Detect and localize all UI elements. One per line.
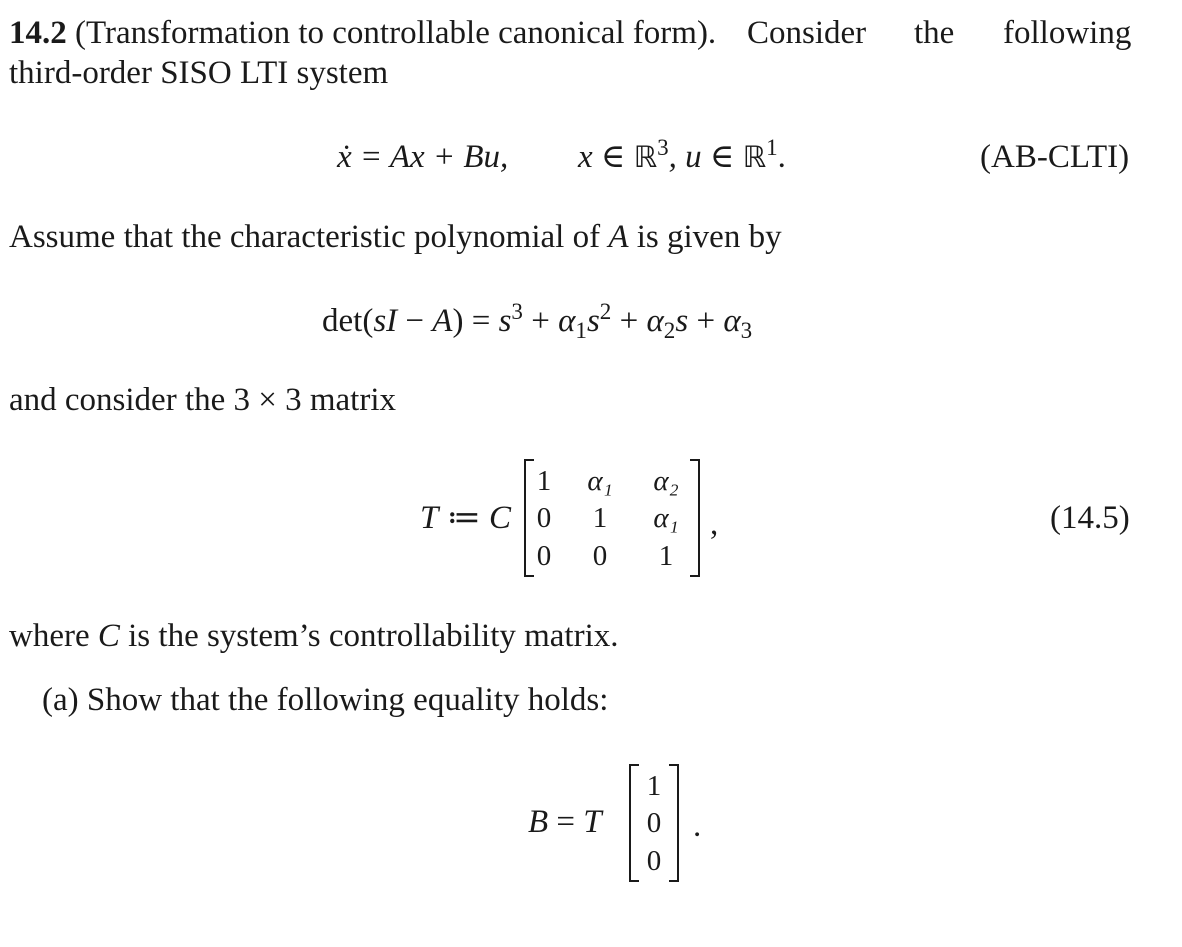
state-equation (337, 141, 508, 174)
matrix-cell: α₁ (587, 465, 613, 497)
state-domain (578, 134, 786, 175)
alpha3: α (723, 303, 741, 339)
state-derivative: ẋ (337, 139, 352, 175)
matrix-right-bracket (690, 459, 700, 577)
matrix-comma: , (710, 506, 719, 542)
alpha1: α (558, 303, 576, 339)
e2: 2 (599, 298, 612, 325)
T-symbol: T (420, 500, 439, 536)
matrix-cell: 0 (536, 540, 552, 572)
para3-var: C (97, 618, 120, 654)
A: A (432, 303, 453, 339)
para3-after: is the system’s controllability matrix. (119, 618, 619, 654)
equation-label-14-5: (14.5) (1050, 500, 1130, 536)
e3: 3 (511, 298, 523, 325)
alpha2-sub: 2 (663, 316, 676, 343)
problem-number: 14.2 (9, 15, 67, 51)
assign: ≔ (438, 500, 489, 536)
domain-sep: , u ∈ (668, 139, 743, 175)
domain-x: x ∈ (578, 139, 634, 175)
para1-var: A (608, 219, 629, 255)
eq-end: . (777, 139, 786, 175)
s2: s (586, 303, 600, 339)
T-symbol-2: T (583, 804, 602, 840)
transformation-definition (420, 502, 511, 535)
heading-word-following: following (1003, 15, 1132, 51)
reals-symbol: ℝ (633, 140, 658, 175)
part-a: (a) Show that the following equality holds: (42, 682, 609, 718)
vector-cell: 1 (646, 770, 662, 802)
transformation-matrix (524, 459, 700, 577)
problem-title: (Transformation to controllable canonical form). (75, 15, 717, 51)
matrix-cell: 1 (658, 540, 674, 572)
det: det( (322, 303, 374, 339)
C-symbol: C (488, 500, 511, 536)
exp-3: 3 (657, 134, 669, 161)
plus2: + (611, 303, 647, 339)
para1-after: is given by (628, 219, 782, 255)
problem-heading (9, 17, 716, 50)
matrix-cell: 0 (536, 502, 552, 534)
heading-line-2: third-order SISO LTI system (9, 55, 389, 91)
alpha1-sub: 1 (575, 316, 587, 343)
s3: s (675, 303, 689, 339)
vector-cell: 0 (646, 845, 662, 877)
paragraph-consider-matrix: and consider the 3 × 3 matrix (9, 382, 397, 418)
para1-before: Assume that the characteristic polynomial of (9, 219, 609, 255)
equals: = (548, 804, 584, 840)
characteristic-polynomial (322, 298, 753, 343)
vector-period: . (693, 808, 702, 844)
matrix-cell: α₂ (653, 465, 679, 497)
vector-cell: 0 (646, 807, 662, 839)
minus: − (397, 303, 433, 339)
matrix-cell: 1 (536, 465, 552, 497)
plus1: + (522, 303, 559, 339)
alpha2: α (646, 303, 664, 339)
exp-1: 1 (766, 134, 778, 161)
heading-word-consider: Consider (747, 15, 867, 51)
B-symbol: B (528, 804, 549, 840)
state-equation-rhs: = Ax + Bu, (359, 139, 509, 175)
s: s (498, 303, 512, 339)
equation-label-ab-clti: (AB-CLTI) (980, 139, 1130, 175)
matrix-cell: 1 (592, 502, 608, 534)
heading-word-the: the (914, 15, 955, 51)
matrix-cell: 0 (592, 540, 608, 572)
b-equality (528, 806, 602, 839)
unit-vector (629, 764, 679, 882)
plus3: + (688, 303, 724, 339)
matrix-cell: α₁ (653, 502, 679, 534)
reals-symbol: ℝ (742, 140, 767, 175)
sI: sI (373, 303, 398, 339)
para3-before: where (9, 618, 98, 654)
paragraph-where (9, 620, 619, 653)
close: ) = (452, 303, 499, 339)
alpha3-sub: 3 (740, 316, 753, 343)
paragraph-assume (9, 221, 782, 254)
